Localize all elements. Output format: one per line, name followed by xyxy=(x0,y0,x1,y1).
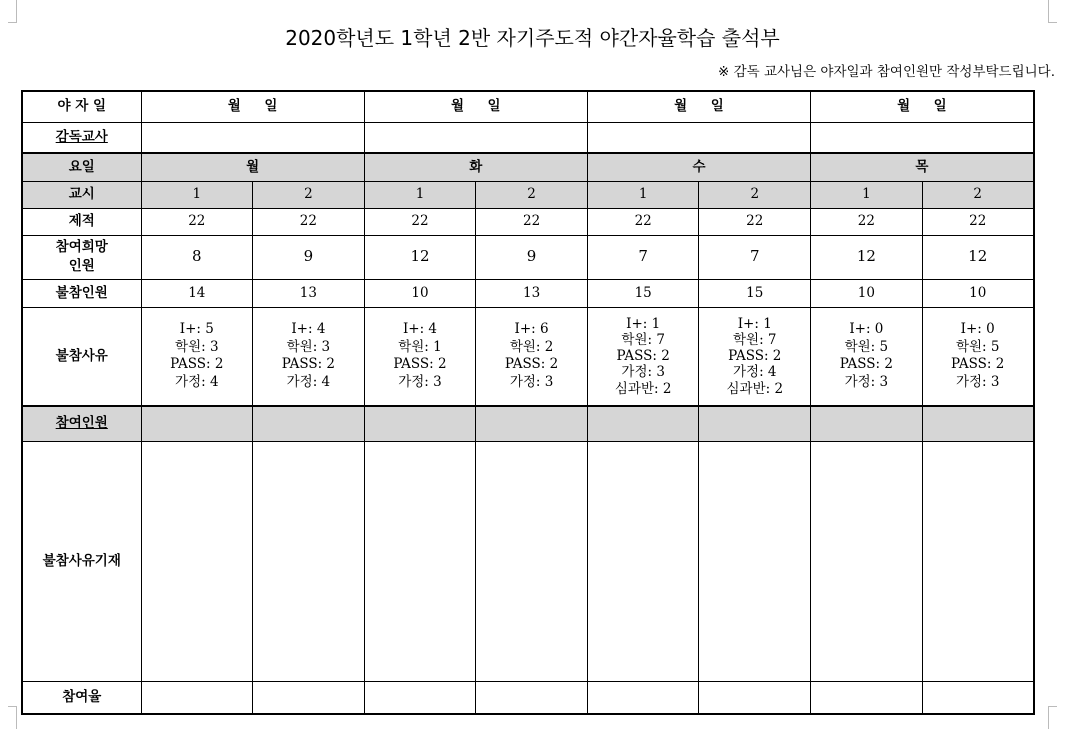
rate-cell[interactable] xyxy=(811,681,923,714)
reason-line: 가정: 3 xyxy=(621,364,665,381)
row-period xyxy=(22,181,1034,208)
row-supervisor xyxy=(22,122,1034,153)
rate-cell[interactable] xyxy=(141,681,253,714)
reason-cell xyxy=(476,307,588,406)
reason-line: PASS: 2 xyxy=(951,356,1005,373)
participants-cell[interactable] xyxy=(253,406,365,441)
hope-cell: 7 xyxy=(587,235,699,279)
weekday-cell: 목 xyxy=(811,153,1034,181)
period-cell: 1 xyxy=(364,181,476,208)
label-weekday: 요일 xyxy=(22,153,141,181)
participants-cell[interactable] xyxy=(811,406,923,441)
period-cell: 2 xyxy=(922,181,1034,208)
attendance-table xyxy=(21,90,1035,715)
reason-line: 가정: 4 xyxy=(175,373,219,390)
reason-line: I+: 0 xyxy=(849,321,884,338)
participants-cell[interactable] xyxy=(141,406,253,441)
reason-detail-cell[interactable] xyxy=(253,441,365,681)
reason-detail-cell[interactable] xyxy=(141,441,253,681)
hope-cell: 12 xyxy=(364,235,476,279)
enrolled-cell: 22 xyxy=(811,208,923,235)
period-cell: 1 xyxy=(587,181,699,208)
reason-line: 학원: 5 xyxy=(955,338,1000,355)
row-enrolled xyxy=(22,208,1034,235)
reason-line: 학원: 7 xyxy=(621,331,665,348)
row-participants xyxy=(22,406,1034,441)
hope-cell: 9 xyxy=(253,235,365,279)
reason-line: PASS: 2 xyxy=(839,356,893,373)
label-enrolled: 제적 xyxy=(22,208,141,235)
row-rate xyxy=(22,681,1034,714)
rate-cell[interactable] xyxy=(364,681,476,714)
absent-cell: 15 xyxy=(699,279,811,307)
label-absent: 불참인원 xyxy=(22,279,141,307)
reason-line: 가정: 3 xyxy=(398,373,442,390)
reason-detail-cell[interactable] xyxy=(922,441,1034,681)
reason-line: 학원: 3 xyxy=(175,338,219,355)
row-date xyxy=(22,91,1034,122)
date-cell[interactable]: 월 일 xyxy=(587,91,810,122)
reason-line: 가정: 4 xyxy=(286,373,331,390)
label-reason: 불참사유 xyxy=(22,307,141,406)
reason-line: 가정: 4 xyxy=(733,364,777,381)
reason-line: PASS: 2 xyxy=(393,356,447,373)
rate-cell[interactable] xyxy=(253,681,365,714)
absent-cell: 13 xyxy=(253,279,365,307)
label-reason-detail: 불참사유기재 xyxy=(22,441,141,681)
row-reason xyxy=(22,307,1034,406)
supervisor-cell[interactable] xyxy=(364,122,587,153)
period-cell: 1 xyxy=(141,181,253,208)
rate-cell[interactable] xyxy=(699,681,811,714)
row-absent xyxy=(22,279,1034,307)
participants-cell[interactable] xyxy=(922,406,1034,441)
reason-line: I+: 0 xyxy=(960,321,995,338)
weekday-cell: 월 xyxy=(141,153,364,181)
page-corner-mark xyxy=(1048,0,1057,23)
hope-cell: 7 xyxy=(699,235,811,279)
reason-cell xyxy=(699,307,811,406)
reason-line: 학원: 5 xyxy=(844,338,889,355)
reason-line: PASS: 2 xyxy=(616,348,670,365)
weekday-cell: 수 xyxy=(587,153,810,181)
reason-line: I+: 4 xyxy=(402,321,438,338)
row-reason-detail xyxy=(22,441,1034,681)
label-period: 교시 xyxy=(22,181,141,208)
reason-cell xyxy=(587,307,699,406)
reason-cell xyxy=(364,307,476,406)
enrolled-cell: 22 xyxy=(364,208,476,235)
absent-cell: 10 xyxy=(364,279,476,307)
enrolled-cell: 22 xyxy=(253,208,365,235)
enrolled-cell: 22 xyxy=(587,208,699,235)
supervisor-cell[interactable] xyxy=(141,122,364,153)
enrolled-cell: 22 xyxy=(699,208,811,235)
label-rate: 참여율 xyxy=(22,681,141,714)
period-cell: 2 xyxy=(476,181,588,208)
reason-line: PASS: 2 xyxy=(170,356,224,373)
reason-line: 학원: 7 xyxy=(733,331,777,348)
reason-line: 가정: 3 xyxy=(509,373,554,390)
label-participants: 참여인원 xyxy=(22,406,141,441)
period-cell: 1 xyxy=(811,181,923,208)
label-hope: 참여희망 인원 xyxy=(22,235,141,279)
reason-cell xyxy=(141,307,253,406)
reason-line: PASS: 2 xyxy=(728,348,782,365)
participants-cell[interactable] xyxy=(699,406,811,441)
enrolled-cell: 22 xyxy=(476,208,588,235)
enrolled-cell: 22 xyxy=(141,208,253,235)
rate-cell[interactable] xyxy=(922,681,1034,714)
row-hope xyxy=(22,235,1034,279)
reason-line: 학원: 1 xyxy=(398,338,442,355)
hope-cell: 12 xyxy=(922,235,1034,279)
reason-line: PASS: 2 xyxy=(504,356,559,373)
date-cell[interactable]: 월 일 xyxy=(141,91,364,122)
reason-cell xyxy=(811,307,923,406)
reason-line: 학원: 2 xyxy=(509,338,554,355)
supervisor-cell[interactable] xyxy=(587,122,810,153)
period-cell: 2 xyxy=(699,181,811,208)
date-cell[interactable]: 월 일 xyxy=(811,91,1034,122)
participants-cell[interactable] xyxy=(476,406,588,441)
instruction-note: ※ 감독 교사님은 야자일과 참여인원만 작성부탁드립니다. xyxy=(717,64,1055,80)
reason-line: 심과반: 2 xyxy=(614,380,672,397)
page-corner-mark xyxy=(8,0,17,23)
supervisor-cell[interactable] xyxy=(811,122,1034,153)
absent-cell: 10 xyxy=(922,279,1034,307)
label-date: 야 자 일 xyxy=(22,91,141,122)
page-corner-mark xyxy=(1048,706,1057,729)
absent-cell: 15 xyxy=(587,279,699,307)
reason-line: I+: 4 xyxy=(291,321,326,338)
reason-line: I+: 6 xyxy=(514,321,549,338)
reason-line: I+: 1 xyxy=(737,315,772,332)
absent-cell: 14 xyxy=(141,279,253,307)
reason-detail-cell[interactable] xyxy=(699,441,811,681)
reason-line: 가정: 3 xyxy=(955,373,1000,390)
reason-detail-cell[interactable] xyxy=(811,441,923,681)
rate-cell[interactable] xyxy=(587,681,699,714)
reason-line: I+: 5 xyxy=(179,321,214,338)
participants-cell[interactable] xyxy=(364,406,476,441)
hope-cell: 8 xyxy=(141,235,253,279)
reason-cell xyxy=(253,307,365,406)
reason-line: 심과반: 2 xyxy=(726,380,784,397)
reason-detail-cell[interactable] xyxy=(476,441,588,681)
reason-detail-cell[interactable] xyxy=(364,441,476,681)
reason-detail-cell[interactable] xyxy=(587,441,699,681)
date-cell[interactable]: 월 일 xyxy=(364,91,587,122)
reason-cell xyxy=(922,307,1034,406)
page-corner-mark xyxy=(8,706,17,729)
reason-line: 학원: 3 xyxy=(286,338,331,355)
period-cell: 2 xyxy=(253,181,365,208)
participants-cell[interactable] xyxy=(587,406,699,441)
hope-cell: 9 xyxy=(476,235,588,279)
row-weekday xyxy=(22,153,1034,181)
reason-line: 가정: 3 xyxy=(844,373,889,390)
absent-cell: 13 xyxy=(476,279,588,307)
hope-cell: 12 xyxy=(811,235,923,279)
enrolled-cell: 22 xyxy=(922,208,1034,235)
weekday-cell: 화 xyxy=(364,153,587,181)
document-title: 2020학년도 1학년 2반 자기주도적 야간자율학습 출석부 xyxy=(285,26,780,50)
rate-cell[interactable] xyxy=(476,681,588,714)
absent-cell: 10 xyxy=(811,279,923,307)
label-supervisor: 감독교사 xyxy=(22,122,141,153)
reason-line: I+: 1 xyxy=(626,315,661,332)
reason-line: PASS: 2 xyxy=(281,356,336,373)
